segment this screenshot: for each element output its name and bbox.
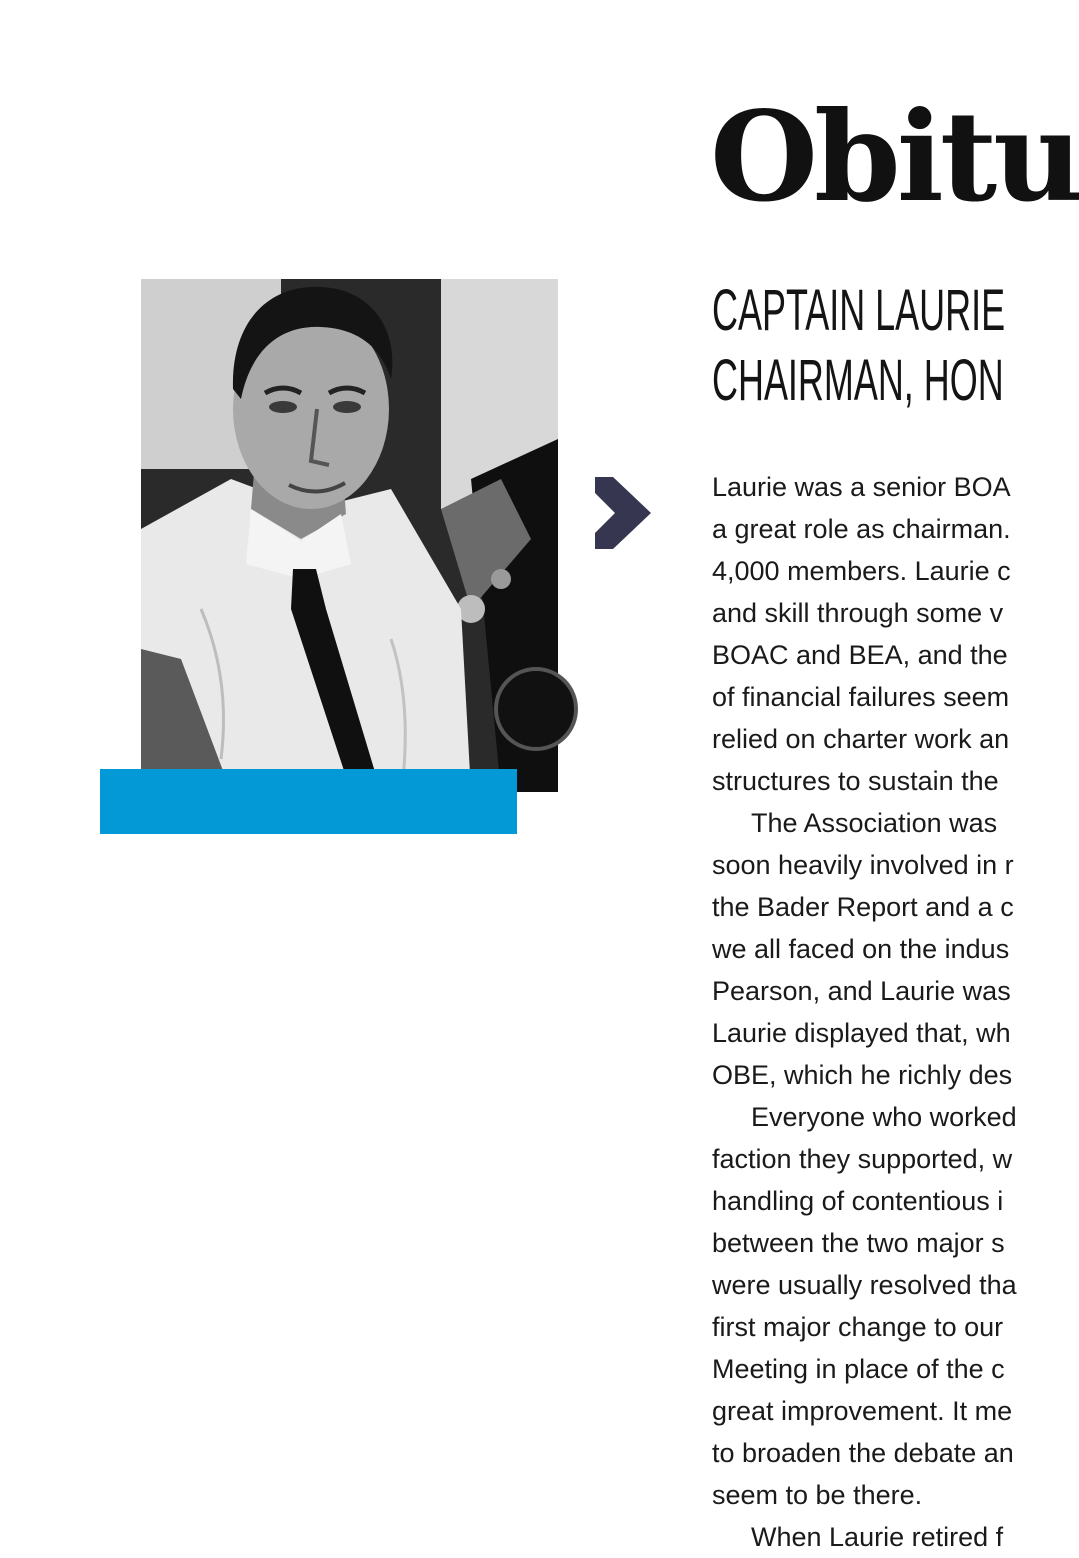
article-line: a great role as chairman. [712, 514, 1011, 544]
article-body [712, 466, 1024, 1558]
article-line: soon heavily involved in r [712, 850, 1014, 880]
obituary-subtitle [712, 276, 1005, 416]
article-line: structures to sustain the [712, 766, 999, 796]
article-line: Laurie displayed that, wh [712, 1018, 1011, 1048]
article-line: The Association was [751, 808, 998, 838]
article-line: Meeting in place of the c [712, 1354, 1005, 1384]
article-line: handling of contentious i [712, 1186, 1004, 1216]
article-line: were usually resolved tha [712, 1270, 1017, 1300]
article-line: the Bader Report and a c [712, 892, 1014, 922]
article-line: great improvement. It me [712, 1396, 1013, 1426]
article-line: we all faced on the indus [712, 934, 1010, 964]
article-line: Everyone who worked [751, 1102, 1017, 1132]
article-line: 4,000 members. Laurie c [712, 556, 1011, 586]
portrait-photo [141, 279, 558, 792]
page-title: Obitu [710, 85, 1079, 230]
article-line: between the two major s [712, 1228, 1005, 1258]
article-line: relied on charter work an [712, 724, 1010, 754]
accent-bar [100, 769, 517, 834]
chevron-shape [595, 477, 651, 549]
article-line: Pearson, and Laurie was [712, 976, 1011, 1006]
article-line: Laurie was a senior BOA [712, 472, 1011, 502]
article-line: faction they supported, w [712, 1144, 1013, 1174]
subtitle-line-2: CHAIRMAN, HON [712, 348, 1004, 413]
article-line: seem to be there. [712, 1480, 923, 1510]
subtitle-line-1: CAPTAIN LAURIE [712, 278, 1006, 343]
article-line: to broaden the debate an [712, 1438, 1014, 1468]
article-line: first major change to our [712, 1312, 1004, 1342]
article-line: BOAC and BEA, and the [712, 640, 1008, 670]
article-line: OBE, which he richly des [712, 1060, 1013, 1090]
article-line: of financial failures seem [712, 682, 1010, 712]
chevron-right-icon [595, 477, 651, 549]
article-line: When Laurie retired f [751, 1522, 1004, 1552]
article-line: and skill through some v [712, 598, 1004, 628]
